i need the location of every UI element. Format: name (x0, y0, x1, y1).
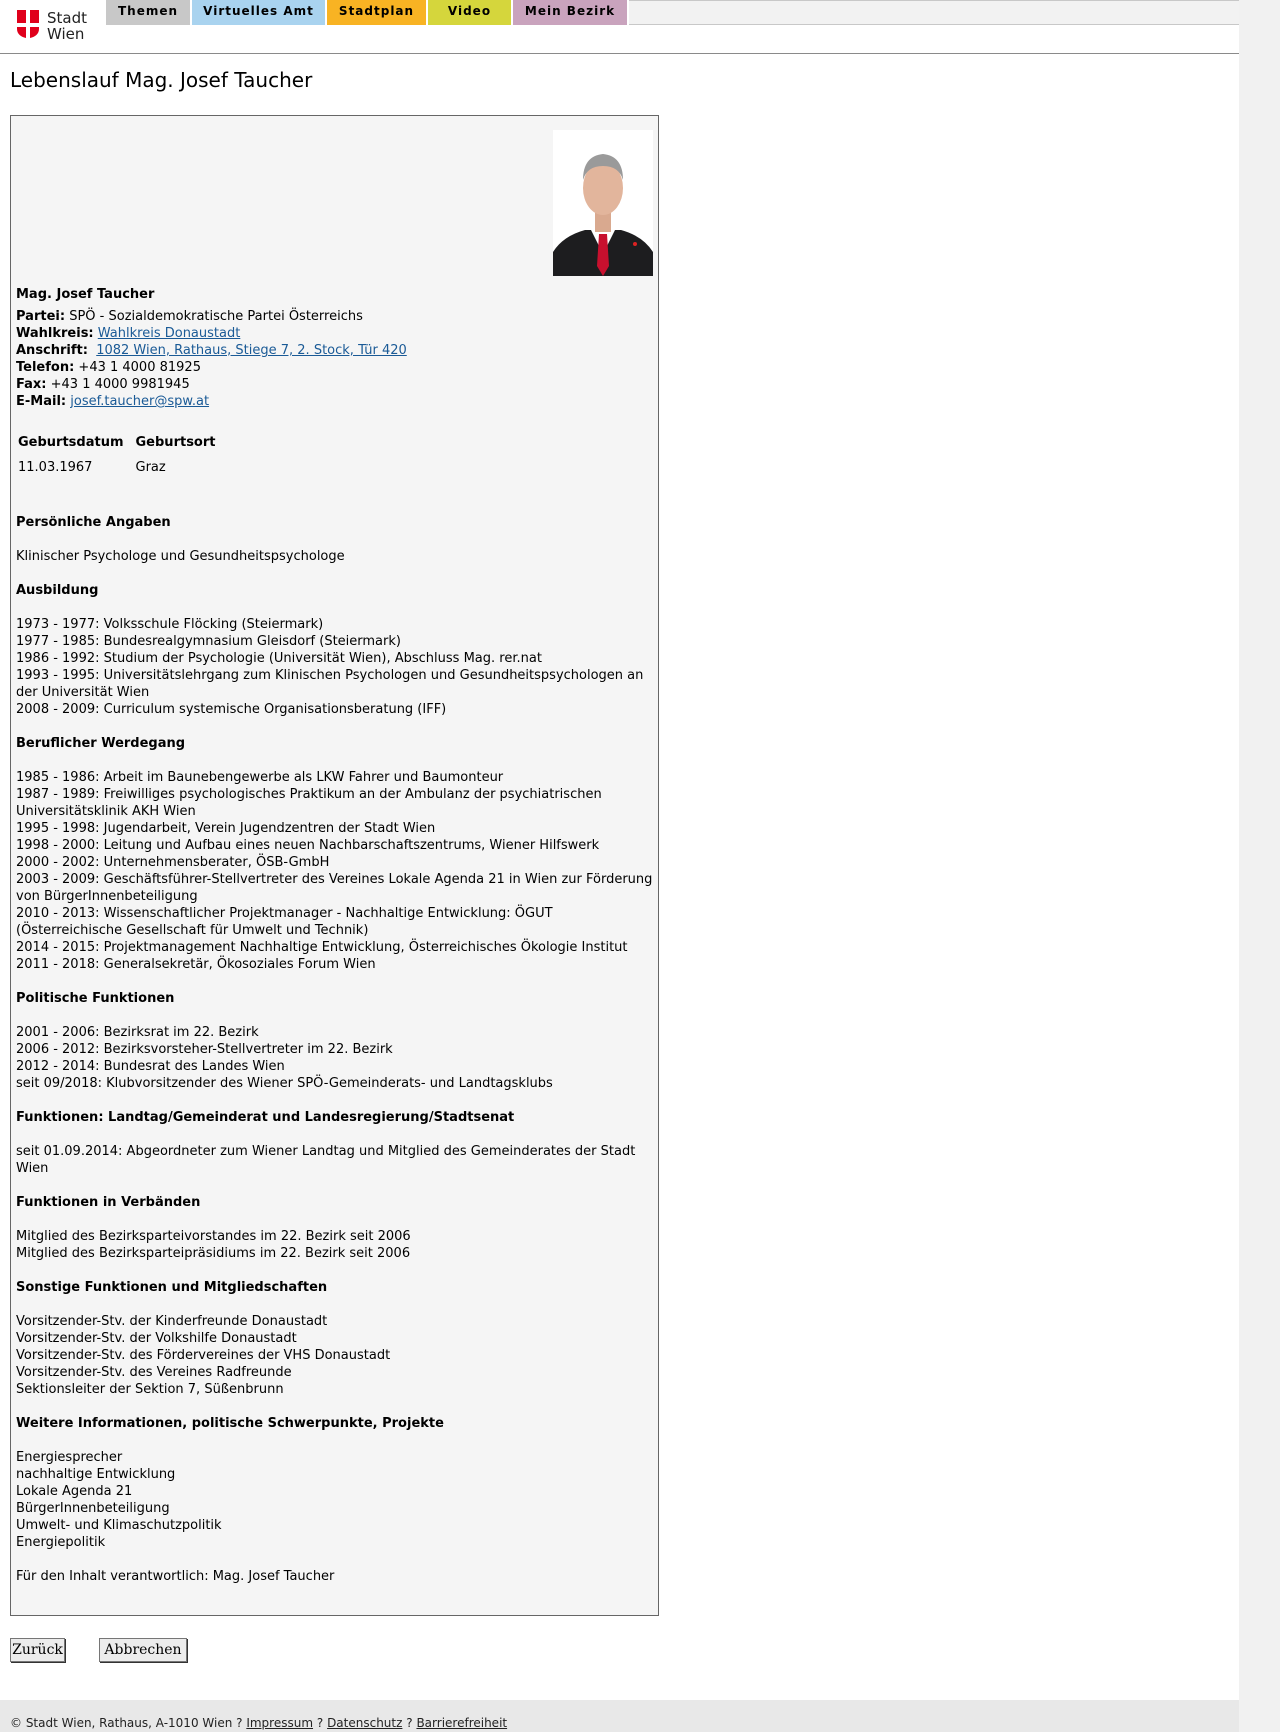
list-item: Energiesprecher (16, 1450, 123, 1465)
list-item: Klinischer Psychologe und Gesundheitspsychologe (16, 549, 345, 564)
birth-date-value: 11.03.1967 (18, 460, 93, 475)
portrait-photo (553, 130, 653, 276)
email-link[interactable]: josef.taucher@spw.at (70, 394, 210, 409)
list-item: 1987 - 1989: Freiwilliges psychologisches Praktikum an der Ambulanz der psychiatrischen Universitätsklinik AKH Wien (16, 787, 602, 819)
nav-tab-stadtplan[interactable]: Stadtplan (327, 0, 428, 25)
back-button[interactable]: Zurück (10, 1638, 65, 1662)
anschrift-link[interactable]: 1082 Wien, Rathaus, Stiege 7, 2. Stock, Tür 420 (96, 343, 407, 358)
birth-date-header: Geburtsdatum (18, 435, 124, 450)
list-item: BürgerInnenbeteiligung (16, 1501, 170, 1516)
list-item: 2008 - 2009: Curriculum systemische Organisationsberatung (IFF) (16, 702, 447, 717)
section-politik (16, 1024, 656, 1092)
birth-place-header: Geburtsort (135, 435, 216, 450)
section-landtag (16, 1143, 656, 1177)
wahlkreis-link[interactable]: Wahlkreis Donaustadt (97, 326, 241, 341)
list-item: 2000 - 2002: Unternehmensberater, ÖSB-GmbH (16, 855, 330, 870)
footer-impressum-link[interactable]: Impressum (246, 1716, 314, 1730)
email-line: E-Mail: josef.taucher@spw.at (16, 394, 210, 409)
footer (0, 1700, 1239, 1732)
cancel-button[interactable]: Abbrechen (99, 1638, 187, 1662)
section-heading-verbaende: Funktionen in Verbänden (16, 1195, 201, 1210)
list-item: 2014 - 2015: Projektmanagement Nachhaltige Entwicklung, Österreichisches Ökologie Institut (16, 940, 628, 955)
telefon-value: +43 1 4000 81925 (78, 360, 201, 375)
site-header (0, 0, 1239, 54)
list-item: 1973 - 1977: Volksschule Flöcking (Steiermark) (16, 617, 324, 632)
nav-tab-video[interactable]: Video (428, 0, 513, 25)
anschrift-line: Anschrift: 1082 Wien, Rathaus, Stiege 7, 2. Stock, Tür 420 (16, 343, 407, 358)
list-item: Vorsitzender-Stv. der Volkshilfe Donaustadt (16, 1331, 297, 1346)
section-heading-politik: Politische Funktionen (16, 991, 175, 1006)
section-weitere (16, 1449, 656, 1551)
list-item: Vorsitzender-Stv. der Kinderfreunde Donaustadt (16, 1314, 328, 1329)
list-item: 1998 - 2000: Leitung und Aufbau eines neuen Nachbarschaftszentrums, Wiener Hilfswerk (16, 838, 600, 853)
list-item: Mitglied des Bezirksparteipräsidiums im 22. Bezirk seit 2006 (16, 1246, 411, 1261)
section-heading-landtag: Funktionen: Landtag/Gemeinderat und Landesregierung/Stadtsenat (16, 1110, 515, 1125)
cv-box (10, 115, 659, 1616)
logo-line-1: Stadt (47, 9, 87, 27)
list-item: 2010 - 2013: Wissenschaftlicher Projektmanager - Nachhaltige Entwicklung: ÖGUT (Österreichische Gesellschaft für Umwelt und Technik) (16, 906, 553, 938)
section-ausbildung (16, 616, 656, 718)
person-name: Mag. Josef Taucher (16, 287, 155, 302)
wahlkreis-line: Wahlkreis: Wahlkreis Donaustadt (16, 326, 241, 341)
stadt-wien-logo[interactable] (17, 10, 87, 42)
list-item: 1993 - 1995: Universitätslehrgang zum Klinischen Psychologen und Gesundheitspsychologen an der Universität Wien (16, 668, 644, 700)
section-heading-sonstige: Sonstige Funktionen und Mitgliedschaften (16, 1280, 328, 1295)
section-verbaende (16, 1228, 656, 1262)
list-item: Lokale Agenda 21 (16, 1484, 133, 1499)
section-heading-persoenlich: Persönliche Angaben (16, 515, 171, 530)
list-item: Umwelt- und Klimaschutzpolitik (16, 1518, 222, 1533)
footer-separator: ? (316, 1716, 324, 1730)
list-item: 2011 - 2018: Generalsekretär, Ökosoziales Forum Wien (16, 957, 376, 972)
section-persoenlich (16, 548, 656, 565)
telefon-line: Telefon: +43 1 4000 81925 (16, 360, 201, 375)
footer-separator: ? (406, 1716, 413, 1730)
section-sonstige (16, 1313, 656, 1398)
list-item: Vorsitzender-Stv. des Fördervereines der VHS Donaustadt (16, 1348, 391, 1363)
list-item: 1995 - 1998: Jugendarbeit, Verein Jugendzentren der Stadt Wien (16, 821, 436, 836)
scrollbar-track[interactable] (1239, 0, 1280, 1732)
list-item: 2012 - 2014: Bundesrat des Landes Wien (16, 1059, 285, 1074)
list-item: Mitglied des Bezirksparteivorstandes im 22. Bezirk seit 2006 (16, 1229, 411, 1244)
list-item: seit 01.09.2014: Abgeordneter zum Wiener Landtag und Mitglied des Gemeinderates der Stadt Wien (16, 1144, 636, 1176)
footer-barrierefreiheit-link[interactable]: Barrierefreiheit (416, 1716, 508, 1730)
footer-datenschutz-link[interactable]: Datenschutz (327, 1716, 403, 1730)
nav-tab-themen[interactable]: Themen (106, 0, 192, 25)
section-heading-weitere: Weitere Informationen, politische Schwerpunkte, Projekte (16, 1416, 444, 1431)
list-item: 2003 - 2009: Geschäftsführer-Stellvertreter des Vereines Lokale Agenda 21 in Wien zur Förderung von BürgerInnenbeteiligung (16, 872, 653, 904)
responsibility-note: Für den Inhalt verantwortlich: Mag. Josef Taucher (16, 1569, 335, 1584)
logo-line-2: Wien (47, 25, 85, 43)
fax-line: Fax: +43 1 4000 9981945 (16, 377, 190, 392)
page-title: Lebenslauf Mag. Josef Taucher (10, 68, 313, 92)
list-item: Vorsitzender-Stv. des Vereines Radfreunde (16, 1365, 292, 1380)
footer-copyright: © Stadt Wien, Rathaus, A-1010 Wien ? (10, 1716, 243, 1730)
list-item: 1977 - 1985: Bundesrealgymnasium Gleisdorf (Steiermark) (16, 634, 401, 649)
section-heading-beruf: Beruflicher Werdegang (16, 736, 186, 751)
list-item: 2006 - 2012: Bezirksvorsteher-Stellvertreter im 22. Bezirk (16, 1042, 393, 1057)
section-beruf (16, 769, 656, 973)
nav-tab-virtuelles-amt[interactable]: Virtuelles Amt (192, 0, 327, 25)
main-navigation (106, 0, 629, 25)
partei-line: Partei: SPÖ - Sozialdemokratische Partei Österreichs (16, 309, 363, 324)
list-item: Energiepolitik (16, 1535, 106, 1550)
fax-value: +43 1 4000 9981945 (50, 377, 190, 392)
list-item: 1985 - 1986: Arbeit im Baunebengewerbe als LKW Fahrer und Baumonteur (16, 770, 504, 785)
partei-value: SPÖ - Sozialdemokratische Partei Österreichs (69, 309, 363, 324)
cv-content (16, 286, 656, 1585)
birth-table (16, 430, 227, 480)
list-item: 1986 - 1992: Studium der Psychologie (Universität Wien), Abschluss Mag. rer.nat (16, 651, 542, 666)
list-item: nachhaltige Entwicklung (16, 1467, 176, 1482)
nav-tab-mein-bezirk[interactable]: Mein Bezirk (513, 0, 629, 25)
wien-flag-icon (17, 10, 39, 38)
birth-place-value: Graz (135, 460, 166, 475)
section-heading-ausbildung: Ausbildung (16, 583, 99, 598)
list-item: 2001 - 2006: Bezirksrat im 22. Bezirk (16, 1025, 259, 1040)
list-item: seit 09/2018: Klubvorsitzender des Wiener SPÖ-Gemeinderats- und Landtagsklubs (16, 1076, 553, 1091)
list-item: Sektionsleiter der Sektion 7, Süßenbrunn (16, 1382, 284, 1397)
